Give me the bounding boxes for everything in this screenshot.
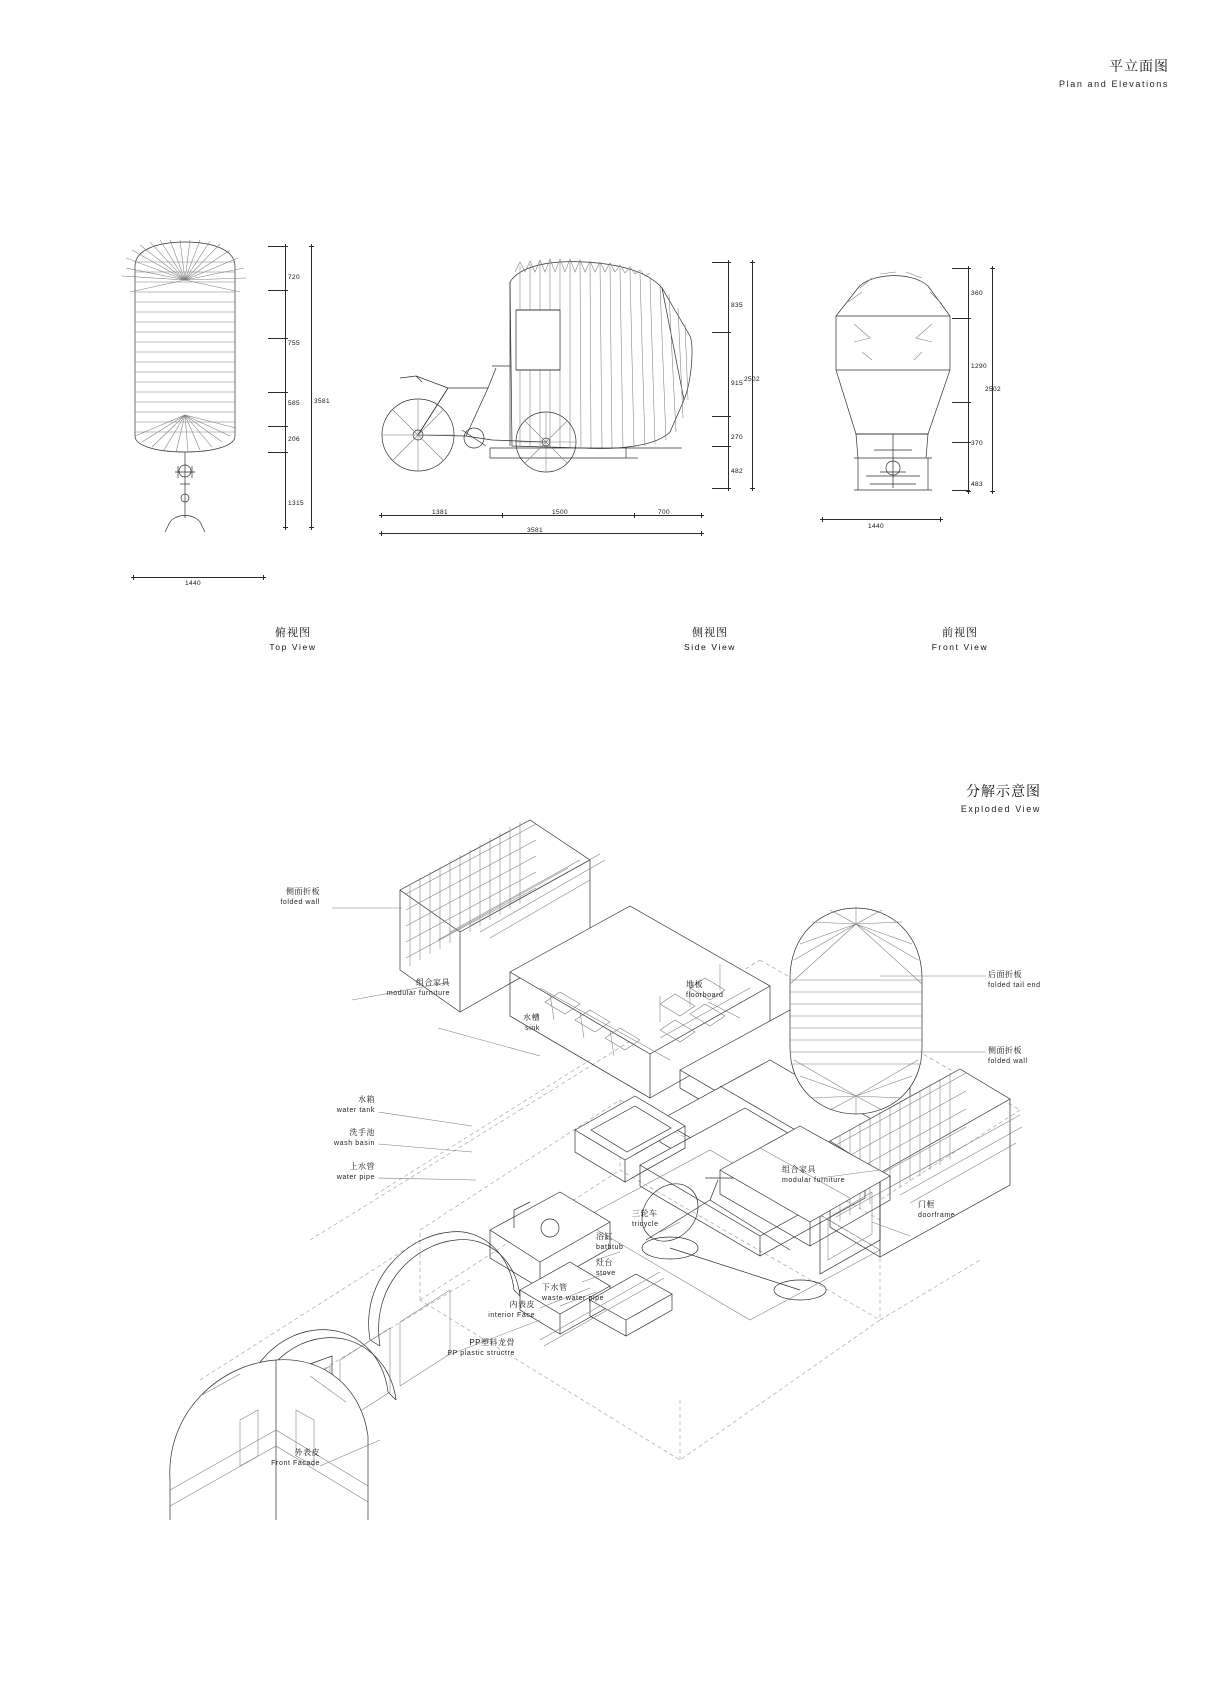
side-view-drawing bbox=[370, 250, 710, 510]
label-doorframe bbox=[918, 1200, 1018, 1220]
dim-top-1440: 1440 bbox=[185, 580, 202, 587]
dim-side-1500: 1500 bbox=[552, 509, 569, 516]
label-floorboard-cn: 地板 bbox=[686, 980, 703, 989]
dim-top-1315: 1315 bbox=[288, 500, 305, 507]
dim-top-755: 755 bbox=[288, 340, 301, 347]
front-view-drawing bbox=[810, 258, 990, 508]
label-pp-plastic-structure-cn: PP塑料龙骨 bbox=[469, 1338, 515, 1347]
label-front-facade-en: Front Facade bbox=[271, 1459, 320, 1467]
label-interior-face-cn: 内表皮 bbox=[509, 1300, 535, 1309]
label-wash-basin-en: wash basin bbox=[333, 1139, 375, 1147]
label-waste-water-pipe-cn: 下水管 bbox=[542, 1283, 568, 1292]
caption-front-view-cn: 前视图 bbox=[942, 627, 978, 639]
label-sink-en: sink bbox=[525, 1024, 540, 1032]
caption-side-view-en: Side View bbox=[683, 642, 737, 653]
label-stove bbox=[596, 1258, 686, 1278]
label-floorboard bbox=[686, 980, 796, 1000]
label-folded-tail-end-en: folded tail end bbox=[988, 981, 1041, 989]
caption-top-view-cn: 俯视图 bbox=[275, 627, 311, 639]
label-modular-furniture-right bbox=[782, 1165, 932, 1185]
sheet-title-en: Plan and Elevations bbox=[1059, 78, 1169, 89]
label-bathtub-cn: 浴缸 bbox=[596, 1232, 613, 1241]
label-waste-water-pipe-en: waste water pipe bbox=[542, 1294, 605, 1302]
sheet-title bbox=[1059, 58, 1169, 90]
label-tricycle-cn: 三轮车 bbox=[632, 1209, 658, 1218]
label-stove-en: stove bbox=[596, 1269, 616, 1277]
label-modular-furniture-left-en: modular furniture bbox=[386, 989, 450, 997]
label-modular-furniture-left-cn: 组合家具 bbox=[416, 978, 450, 987]
top-view-drawing bbox=[120, 240, 350, 580]
label-bathtub-en: bathtub bbox=[596, 1243, 624, 1251]
label-wash-basin bbox=[270, 1128, 375, 1148]
dim-front-483: 483 bbox=[971, 481, 984, 488]
label-modular-furniture-right-en: modular furniture bbox=[782, 1176, 846, 1184]
dim-side-1381: 1381 bbox=[432, 509, 449, 516]
caption-front-view-en: Front View bbox=[931, 642, 989, 653]
dim-front-370: 370 bbox=[971, 440, 984, 447]
label-doorframe-cn: 门框 bbox=[918, 1200, 935, 1209]
dim-side-overall-2502: 2502 bbox=[744, 376, 761, 383]
dim-top-585: 585 bbox=[288, 400, 301, 407]
dim-top-overall-3581: 3581 bbox=[314, 398, 331, 405]
dim-front-overall-2502: 2502 bbox=[985, 386, 1002, 393]
label-bathtub bbox=[596, 1232, 686, 1252]
label-water-pipe-en: water pipe bbox=[336, 1173, 375, 1181]
label-interior-face bbox=[420, 1300, 535, 1320]
label-folded-tail-end-cn: 后面折板 bbox=[988, 970, 1022, 979]
label-water-tank bbox=[270, 1095, 375, 1115]
dim-top-206: 206 bbox=[288, 436, 301, 443]
label-modular-furniture-right-cn: 组合家具 bbox=[782, 1165, 816, 1174]
label-floorboard-en: floorboard bbox=[686, 991, 724, 999]
dim-front-360: 360 bbox=[971, 290, 984, 297]
label-wash-basin-cn: 洗手池 bbox=[349, 1128, 375, 1137]
label-sink bbox=[455, 1013, 540, 1033]
label-doorframe-en: doorframe bbox=[918, 1211, 956, 1219]
dim-side-700: 700 bbox=[658, 509, 671, 516]
exploded-title-en: Exploded View bbox=[960, 803, 1041, 814]
label-interior-face-en: interior Face bbox=[488, 1311, 535, 1319]
label-folded-tail-end bbox=[988, 970, 1118, 990]
dim-side-835: 835 bbox=[731, 302, 744, 309]
sheet-title-cn: 平立面图 bbox=[1109, 58, 1169, 74]
label-folded-wall-right-en: folded wall bbox=[988, 1057, 1028, 1065]
label-front-facade bbox=[200, 1448, 320, 1468]
label-folded-wall-right bbox=[988, 1046, 1108, 1066]
label-front-facade-cn: 外表皮 bbox=[294, 1448, 320, 1457]
label-folded-wall-right-cn: 侧面折板 bbox=[988, 1046, 1022, 1055]
label-stove-cn: 灶台 bbox=[596, 1258, 613, 1267]
label-tricycle bbox=[632, 1209, 722, 1229]
label-sink-cn: 水槽 bbox=[523, 1013, 540, 1022]
label-tricycle-en: tricycle bbox=[632, 1220, 659, 1228]
label-folded-wall-left-cn: 侧面折板 bbox=[286, 887, 320, 896]
dim-front-1290: 1290 bbox=[971, 363, 988, 370]
caption-top-view-en: Top View bbox=[269, 642, 317, 653]
label-waste-water-pipe bbox=[542, 1283, 672, 1303]
label-water-pipe bbox=[270, 1162, 375, 1182]
caption-side-view-cn: 侧视图 bbox=[692, 627, 728, 639]
dim-side-overall-3581: 3581 bbox=[527, 527, 544, 534]
dim-top-720: 720 bbox=[288, 274, 301, 281]
label-water-tank-en: water tank bbox=[336, 1106, 375, 1114]
caption-front-view bbox=[905, 626, 1015, 654]
dim-front-1440: 1440 bbox=[868, 523, 885, 530]
label-modular-furniture-left bbox=[300, 978, 450, 998]
caption-top-view bbox=[238, 626, 348, 654]
label-water-tank-cn: 水箱 bbox=[358, 1095, 375, 1104]
dim-side-270: 270 bbox=[731, 434, 744, 441]
label-pp-plastic-structure bbox=[340, 1338, 515, 1358]
label-folded-wall-left bbox=[205, 887, 320, 907]
dim-side-482: 482 bbox=[731, 468, 744, 475]
label-folded-wall-left-en: folded wall bbox=[280, 898, 320, 906]
exploded-title-cn: 分解示意图 bbox=[966, 783, 1041, 799]
label-water-pipe-cn: 上水管 bbox=[349, 1162, 375, 1171]
label-pp-plastic-structure-en: PP plastic structre bbox=[447, 1349, 515, 1357]
caption-side-view bbox=[655, 626, 765, 654]
dim-side-915: 915 bbox=[731, 380, 744, 387]
